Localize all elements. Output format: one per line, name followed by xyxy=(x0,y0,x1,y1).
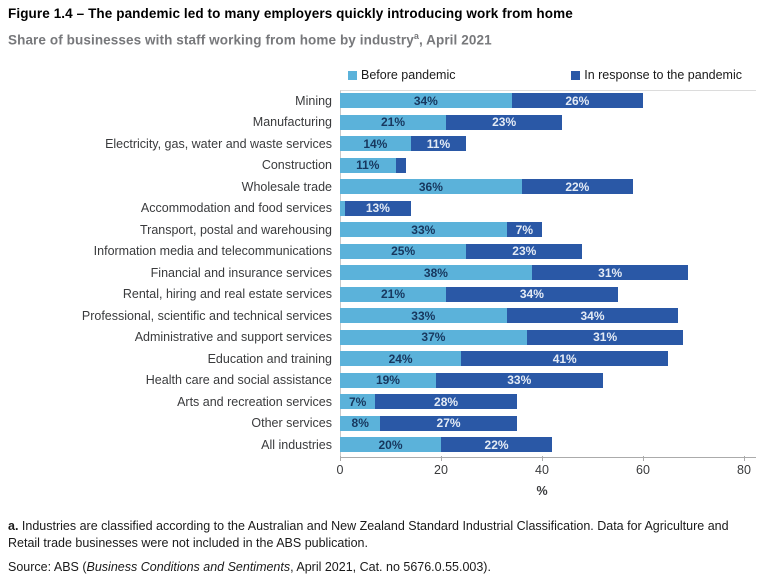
source-prefix: Source: ABS ( xyxy=(8,560,87,574)
bar-track xyxy=(340,244,744,259)
category-label: Administrative and support services xyxy=(134,330,332,345)
bar-segment-response-pandemic xyxy=(436,373,603,388)
bar-segment-before-pandemic xyxy=(340,351,461,366)
subtitle-date: , April 2021 xyxy=(418,32,492,48)
category-label: Other services xyxy=(251,416,332,431)
bar-segment-before-pandemic xyxy=(340,330,527,345)
bar-track xyxy=(340,136,744,151)
figure-subtitle xyxy=(8,31,492,48)
bar-track xyxy=(340,265,744,280)
bar-value-label: 23% xyxy=(492,115,517,130)
legend-swatch-before-icon xyxy=(348,71,357,80)
chart-row xyxy=(0,434,768,456)
category-label: Transport, postal and warehousing xyxy=(139,222,332,237)
bar-track xyxy=(340,416,744,431)
footnote xyxy=(8,518,752,552)
bar-value-label: 34% xyxy=(580,308,605,323)
bar-value-label: 27% xyxy=(436,416,461,431)
bar-value-label: 11% xyxy=(356,158,380,173)
bar-track xyxy=(340,115,744,130)
bar-chart xyxy=(0,90,768,498)
bar-track xyxy=(340,287,744,302)
category-label: Financial and insurance services xyxy=(150,265,332,280)
bar-value-label: 34% xyxy=(519,287,544,302)
category-label: Professional, scientific and technical services xyxy=(81,308,332,323)
bar-value-label: 24% xyxy=(388,351,413,366)
chart-row xyxy=(0,133,768,155)
source-suffix: , April 2021, Cat. no 5676.0.55.003). xyxy=(290,560,491,574)
bar-segment-response-pandemic xyxy=(522,179,633,194)
bar-value-label: 37% xyxy=(421,330,446,345)
chart-legend xyxy=(348,68,742,82)
bar-segment-response-pandemic xyxy=(396,158,406,173)
chart-row xyxy=(0,241,768,263)
footnote-marker: a. xyxy=(8,519,19,533)
bar-segment-before-pandemic xyxy=(340,265,532,280)
category-label: Information media and telecommunications xyxy=(93,244,332,259)
bar-track xyxy=(340,351,744,366)
x-axis-tick-label: 0 xyxy=(336,463,344,477)
x-axis-tick-label: 60 xyxy=(636,463,650,477)
chart-row xyxy=(0,262,768,284)
bar-value-label: 26% xyxy=(565,93,590,108)
x-axis-tickmark xyxy=(340,456,341,461)
legend-swatch-response-icon xyxy=(571,71,580,80)
x-axis-ticks xyxy=(336,456,755,484)
bar-segment-before-pandemic xyxy=(340,179,522,194)
bar-value-label: 38% xyxy=(423,265,448,280)
bar-value-label: 19% xyxy=(375,373,400,388)
bar-segment-response-pandemic xyxy=(411,136,467,151)
chart-row xyxy=(0,90,768,112)
bar-segment-response-pandemic xyxy=(446,115,562,130)
x-axis-tick-label: 40 xyxy=(535,463,549,477)
category-label: Accommodation and food services xyxy=(140,201,332,216)
legend-label-before: Before pandemic xyxy=(361,68,456,82)
x-axis-tick-label: 20 xyxy=(434,463,448,477)
category-label: Rental, hiring and real estate services xyxy=(122,287,332,302)
bar-track xyxy=(340,158,744,173)
category-label: Wholesale trade xyxy=(241,179,332,194)
x-axis-tickmark xyxy=(441,456,442,461)
bar-track xyxy=(340,394,744,409)
bar-segment-response-pandemic xyxy=(441,437,552,452)
bar-value-label: 25% xyxy=(391,244,416,259)
bar-value-label: 31% xyxy=(593,330,618,345)
bar-value-label: 21% xyxy=(381,115,406,130)
bar-segment-response-pandemic xyxy=(507,222,542,237)
bar-segment-response-pandemic xyxy=(507,308,679,323)
bar-segment-response-pandemic xyxy=(345,201,411,216)
bar-value-label: 21% xyxy=(381,287,406,302)
bar-value-label: 7% xyxy=(349,394,367,409)
bar-track xyxy=(340,330,744,345)
chart-row xyxy=(0,176,768,198)
figure-title: Figure 1.4 – The pandemic led to many employers quickly introducing work from home xyxy=(8,6,573,21)
bar-value-label: 11% xyxy=(426,136,451,151)
x-axis-tick-label: 80 xyxy=(737,463,751,477)
x-axis-tickmark xyxy=(542,456,543,461)
category-label: Education and training xyxy=(207,351,332,366)
bar-track xyxy=(340,308,744,323)
legend-item-before-pandemic xyxy=(348,68,456,82)
bar-value-label: 33% xyxy=(411,308,436,323)
bar-segment-response-pandemic xyxy=(466,244,582,259)
bar-segment-response-pandemic xyxy=(527,330,684,345)
bar-value-label: 34% xyxy=(413,93,438,108)
bar-value-label: 41% xyxy=(552,351,577,366)
bar-track xyxy=(340,179,744,194)
bar-segment-before-pandemic xyxy=(340,158,396,173)
category-label: Construction xyxy=(261,158,332,173)
chart-row xyxy=(0,327,768,349)
chart-row xyxy=(0,391,768,413)
chart-row xyxy=(0,370,768,392)
bar-value-label: 22% xyxy=(565,179,590,194)
bar-segment-before-pandemic xyxy=(340,416,380,431)
bar-track xyxy=(340,373,744,388)
footnote-text: Industries are classified according to the Australian and New Zealand Standard Industrial Classification. Data for Agriculture and Retail trade businesses were not included in the ABS publication. xyxy=(8,519,729,550)
bar-segment-response-pandemic xyxy=(512,93,643,108)
chart-row xyxy=(0,198,768,220)
bar-segment-before-pandemic xyxy=(340,115,446,130)
bar-segment-before-pandemic xyxy=(340,437,441,452)
bar-value-label: 33% xyxy=(411,222,436,237)
bar-value-label: 36% xyxy=(418,179,443,194)
x-axis-label: % xyxy=(536,484,548,498)
chart-rows xyxy=(0,90,768,456)
bar-value-label: 13% xyxy=(365,201,390,216)
x-axis-tickmark xyxy=(744,456,745,461)
bar-segment-before-pandemic xyxy=(340,308,507,323)
bar-segment-before-pandemic xyxy=(340,93,512,108)
category-label: All industries xyxy=(261,437,332,452)
source-publication: Business Conditions and Sentiments xyxy=(86,560,291,574)
bar-track xyxy=(340,437,744,452)
bar-segment-before-pandemic xyxy=(340,244,466,259)
legend-label-response: In response to the pandemic xyxy=(584,68,742,82)
chart-row xyxy=(0,348,768,370)
bar-track xyxy=(340,222,744,237)
bar-track xyxy=(340,93,744,108)
chart-row xyxy=(0,413,768,435)
bar-segment-before-pandemic xyxy=(340,373,436,388)
bar-segment-before-pandemic xyxy=(340,222,507,237)
chart-row xyxy=(0,112,768,134)
x-axis-tickmark xyxy=(643,456,644,461)
category-label: Health care and social assistance xyxy=(145,373,332,388)
category-label: Mining xyxy=(295,93,332,108)
bar-segment-response-pandemic xyxy=(461,351,668,366)
bar-segment-before-pandemic xyxy=(340,136,411,151)
bar-segment-response-pandemic xyxy=(375,394,516,409)
bar-value-label: 14% xyxy=(363,136,388,151)
category-label: Arts and recreation services xyxy=(177,394,332,409)
category-label: Manufacturing xyxy=(252,115,332,130)
chart-row xyxy=(0,305,768,327)
legend-item-response-pandemic xyxy=(571,68,742,82)
bar-value-label: 8% xyxy=(351,416,369,431)
subtitle-text: Share of businesses with staff working from home by industry xyxy=(8,32,414,48)
bar-segment-before-pandemic xyxy=(340,394,375,409)
bar-track xyxy=(340,201,744,216)
bar-segment-response-pandemic xyxy=(380,416,516,431)
bar-value-label: 28% xyxy=(434,394,459,409)
chart-row xyxy=(0,284,768,306)
source-line xyxy=(8,560,752,574)
category-label: Electricity, gas, water and waste services xyxy=(105,136,332,151)
bar-value-label: 23% xyxy=(512,244,537,259)
chart-row xyxy=(0,219,768,241)
bar-value-label: 22% xyxy=(484,437,509,452)
bar-segment-before-pandemic xyxy=(340,287,446,302)
bar-value-label: 7% xyxy=(515,222,533,237)
bar-value-label: 31% xyxy=(598,265,623,280)
bar-value-label: 20% xyxy=(378,437,403,452)
chart-row xyxy=(0,155,768,177)
bar-segment-response-pandemic xyxy=(532,265,689,280)
subtitle-footnote-marker: a xyxy=(413,31,419,41)
bar-segment-response-pandemic xyxy=(446,287,618,302)
bar-value-label: 33% xyxy=(507,373,532,388)
